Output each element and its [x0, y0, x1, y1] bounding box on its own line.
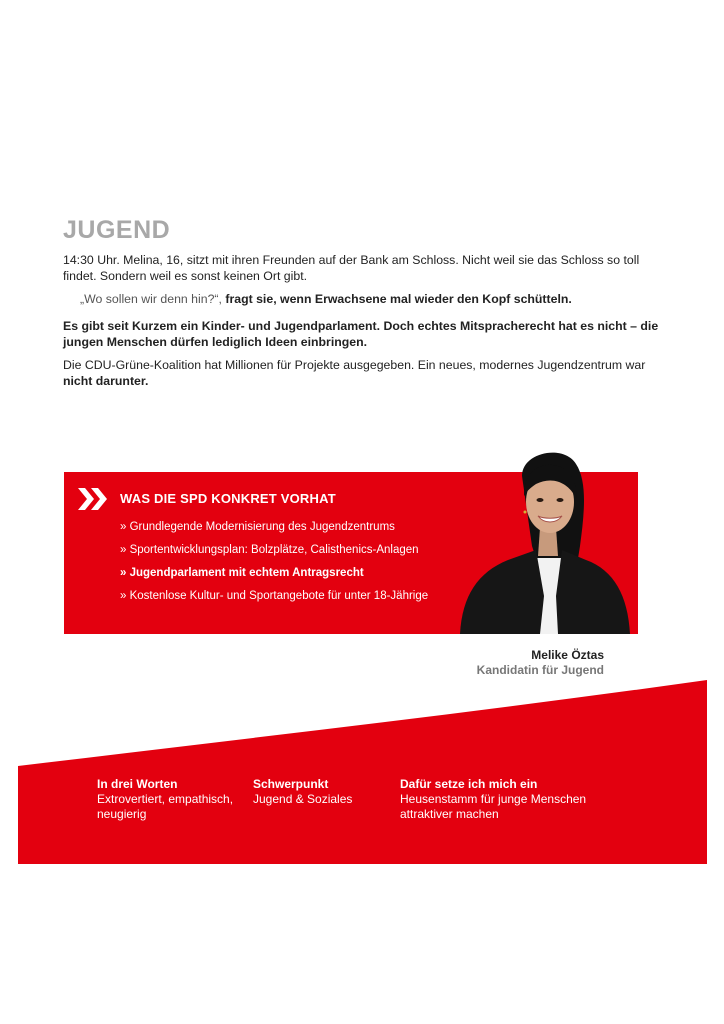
coalition-text: Die CDU-Grüne-Koalition hat Millionen für Projekte ausgegeben. Ein neues, modernes Jugendzentrum war	[63, 358, 646, 372]
info-focus-title: Schwerpunkt	[253, 777, 329, 791]
candidate-role: Kandidatin für Jugend	[476, 663, 604, 677]
info-words-value: Extrovertiert, empathisch, neugierig	[97, 792, 234, 821]
candidate-name: Melike Öztas	[531, 648, 604, 662]
info-commitment-title: Dafür setze ich mich ein	[400, 777, 538, 791]
quote-rest-text: fragt sie, wenn Erwachsene mal wieder den Kopf schütteln.	[221, 292, 572, 306]
info-focus-value: Jugend & Soziales	[253, 792, 353, 806]
quote-text: „Wo sollen wir denn hin?“,	[80, 292, 222, 306]
info-words	[97, 777, 237, 822]
plan-item: » Jugendparlament mit echtem Antragsrecht	[120, 567, 364, 579]
info-words-title: In drei Worten	[97, 777, 178, 791]
info-commitment-value: Heusenstamm für junge Menschen attraktiver machen	[400, 792, 587, 821]
plan-item: » Sportentwicklungsplan: Bolzplätze, Calisthenics-Anlagen	[120, 544, 419, 556]
info-commitment	[400, 777, 620, 822]
intro-paragraph: 14:30 Uhr. Melina, 16, sitzt mit ihren Freunden auf der Bank am Schloss. Nicht weil sie das Schloss so toll findet. Sondern weil es sonst keinen Ort gibt.	[63, 253, 640, 283]
coalition-tail-text: nicht darunter.	[63, 373, 149, 388]
info-focus	[253, 777, 393, 807]
parliament-paragraph: Es gibt seit Kurzem ein Kinder- und Jugendparlament. Doch echtes Mitspracherecht hat es nicht – die jungen Menschen dürfen lediglich Ideen einbringen.	[63, 319, 659, 349]
plan-box-title: WAS DIE SPD KONKRET VORHAT	[120, 491, 336, 506]
section-heading: JUGEND	[63, 216, 171, 244]
plan-item: » Kostenlose Kultur- und Sportangebote für unter 18-Jährige	[120, 590, 429, 602]
plan-item: » Grundlegende Modernisierung des Jugendzentrums	[120, 521, 395, 533]
